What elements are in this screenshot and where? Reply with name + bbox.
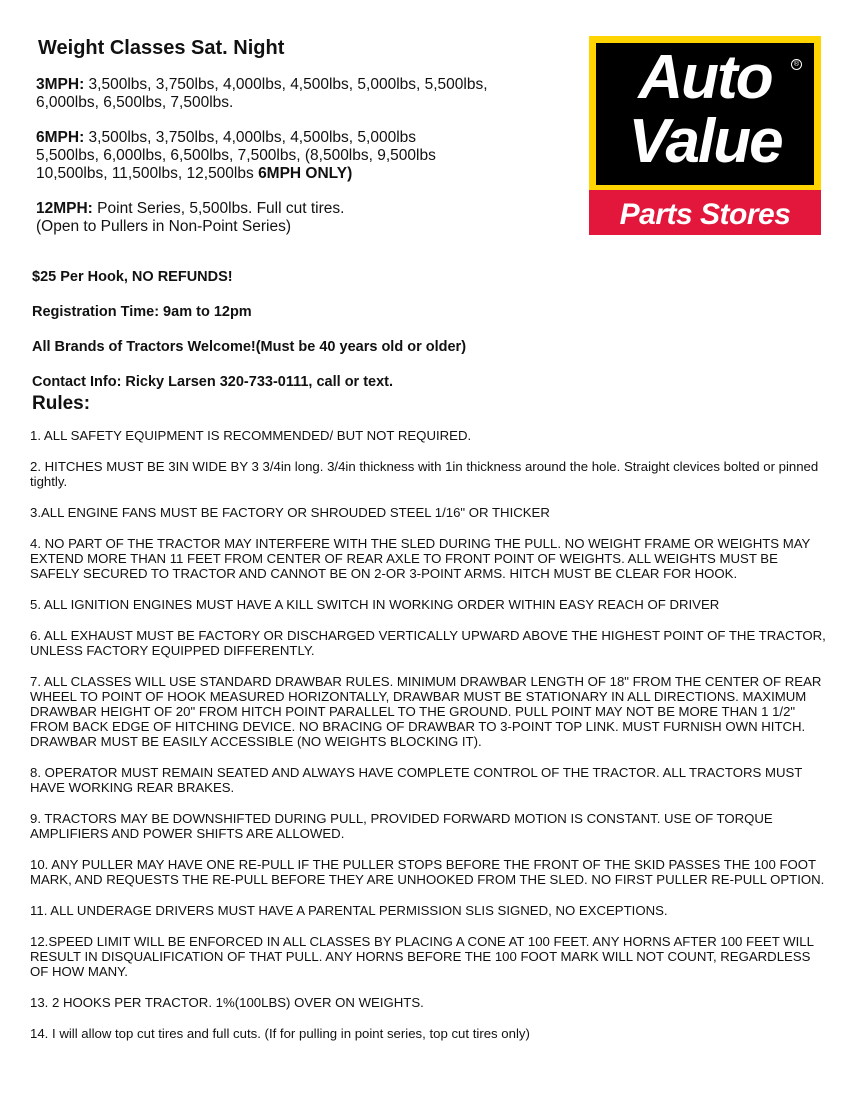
rule-item: 5. ALL IGNITION ENGINES MUST HAVE A KILL SWITCH IN WORKING ORDER WITHIN EASY REACH OF DRIVER xyxy=(30,597,720,612)
logo-black-panel xyxy=(596,43,814,185)
rule-item: 4. NO PART OF THE TRACTOR MAY INTERFERE WITH THE SLED DURING THE PULL. NO WEIGHT FRAME OR WEIGHTS MAY EXTEND MORE THAN 11 FEET FROM CENTER OF REAR AXLE TO FRONT POINT OF WEIGHTS. ALL WEIGHTS MUST BE SAFELY SECURED TO TRACTOR AND CANNOT BE ON 2-OR 3-POINT ARMS. HITCH MUST BE CLEAR FOR HOOK. xyxy=(30,536,811,581)
rule-item: 13. 2 HOOKS PER TRACTOR. 1%(100LBS) OVER ON WEIGHTS. xyxy=(30,995,424,1010)
class-3mph xyxy=(36,76,576,112)
class-6mph xyxy=(36,129,576,183)
class-weights-line: 5,500lbs, 6,000lbs, 6,500lbs, 7,500lbs, (8,500lbs, 9,500lbs xyxy=(36,147,436,164)
event-info xyxy=(32,268,592,408)
registered-mark-icon: ® xyxy=(791,59,802,70)
logo-yellow-border xyxy=(589,36,821,190)
rules-list xyxy=(30,428,830,1057)
contact-info: Contact Info: Ricky Larsen 320-733-0111, call or text. xyxy=(32,374,394,390)
class-label: 3MPH: xyxy=(36,76,85,93)
rule-item: 1. ALL SAFETY EQUIPMENT IS RECOMMENDED/ BUT NOT REQUIRED. xyxy=(30,428,472,443)
class-label: 12MPH: xyxy=(36,200,93,217)
rule-item: 10. ANY PULLER MAY HAVE ONE RE-PULL IF THE PULLER STOPS BEFORE THE FRONT OF THE SKID PASSES THE 100 FOOT MARK, AND REQUESTS THE RE-PULL BEFORE THEY ARE UNHOOKED FROM THE SLED. NO FIRST PULLER RE-PULL OPTION. xyxy=(30,857,825,887)
class-only-note: 6MPH ONLY) xyxy=(258,165,353,182)
rules-heading: Rules: xyxy=(32,393,91,414)
class-label: 6MPH: xyxy=(36,129,85,146)
class-weights-line: 10,500lbs, 11,500lbs, 12,500lbs xyxy=(36,165,254,182)
logo-word-value: Value xyxy=(628,107,782,176)
class-12mph xyxy=(36,200,576,236)
rule-item: 9. TRACTORS MAY BE DOWNSHIFTED DURING PULL, PROVIDED FORWARD MOTION IS CONSTANT. USE OF TORQUE AMPLIFIERS AND POWER SHIFTS ARE ALLOWED. xyxy=(30,811,773,841)
rule-item: 8. OPERATOR MUST REMAIN SEATED AND ALWAYS HAVE COMPLETE CONTROL OF THE TRACTOR. ALL TRACTORS MUST HAVE WORKING REAR BRAKES. xyxy=(30,765,803,795)
class-weights-line: 3,500lbs, 3,750lbs, 4,000lbs, 4,500lbs, 5,000lbs xyxy=(88,129,417,146)
auto-value-logo xyxy=(589,36,821,235)
rule-item: 7. ALL CLASSES WILL USE STANDARD DRAWBAR RULES. MINIMUM DRAWBAR LENGTH OF 18" FROM THE CENTER OF REAR WHEEL TO POINT OF HOOK MEASURED HORIZONTALLY, DRAWBAR MUST BE STATIONARY IN ALL DIRECTIONS. MAXIMUM DRAWBAR HEIGHT OF 20" FROM HITCH POINT PARALLEL TO THE GROUND. PULL POINT MAY NOT BE MORE THAN 1 1/2" FROM BACK EDGE OF HITCHING DEVICE. NO BRACING OF DRAWBAR TO 3-POINT TOP LINK. MUST FURNISH OWN HITCH. DRAWBAR MUST BE EASILY ACCESSIBLE (NO WEIGHTS BLOCKING IT). xyxy=(30,674,822,749)
logo-parts-stores: Parts Stores xyxy=(619,198,791,231)
class-weights-line: 6,000lbs, 6,500lbs, 7,500lbs. xyxy=(36,94,234,111)
rule-item: 6. ALL EXHAUST MUST BE FACTORY OR DISCHARGED VERTICALLY UPWARD ABOVE THE HIGHEST POINT OF THE TRACTOR, UNLESS FACTORY EQUIPPED DIFFERENTLY. xyxy=(30,628,826,658)
rule-item: 2. HITCHES MUST BE 3IN WIDE BY 3 3/4in long. 3/4in thickness with 1in thickness around the hole. Straight clevices bolted or pinned tightly. xyxy=(30,459,819,489)
rule-item: 12.SPEED LIMIT WILL BE ENFORCED IN ALL CLASSES BY PLACING A CONE AT 100 FEET. ANY HORNS AFTER 100 FEET WILL RESULT IN DISQUALIFICATION OF THAT PULL. ANY HORNS BEFORE THE 100 FOOT MARK WILL NOT COUNT, REGARDLESS OF HOW MANY. xyxy=(30,934,814,979)
weight-classes xyxy=(36,76,576,236)
tractor-brands: All Brands of Tractors Welcome!(Must be 40 years old or older) xyxy=(32,339,467,355)
rule-item: 11. ALL UNDERAGE DRIVERS MUST HAVE A PARENTAL PERMISSION SLIS SIGNED, NO EXCEPTIONS. xyxy=(30,903,668,918)
page-title: Weight Classes Sat. Night xyxy=(38,37,285,59)
class-weights-line: 3,500lbs, 3,750lbs, 4,000lbs, 4,500lbs, 5,000lbs, 5,500lbs, xyxy=(88,76,488,93)
registration-time: Registration Time: 9am to 12pm xyxy=(32,304,252,320)
logo-word-auto: Auto xyxy=(638,43,772,112)
rule-item: 3.ALL ENGINE FANS MUST BE FACTORY OR SHROUDED STEEL 1/16" OR THICKER xyxy=(30,505,550,520)
class-note: (Open to Pullers in Non-Point Series) xyxy=(36,218,292,235)
class-weights-line: Point Series, 5,500lbs. Full cut tires. xyxy=(97,200,345,217)
hook-fee: $25 Per Hook, NO REFUNDS! xyxy=(32,269,233,285)
rule-item: 14. I will allow top cut tires and full cuts. (If for pulling in point series, top cut tires only) xyxy=(30,1026,530,1041)
